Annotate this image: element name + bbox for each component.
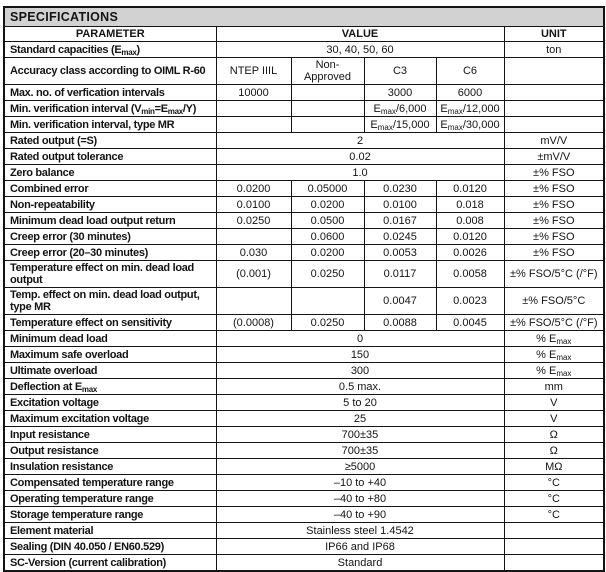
value-cell: $E_{max}/15,000$: [364, 117, 436, 133]
table-row: [4, 315, 604, 331]
value-cell: 0.0250: [291, 315, 364, 331]
unit-cell: mm: [504, 379, 604, 395]
column-header-value: VALUE: [216, 27, 504, 42]
unit-cell: [504, 523, 604, 539]
value-cell: 700±35: [216, 427, 504, 443]
value-cell: (0.001): [216, 261, 291, 288]
table-row: [4, 85, 604, 101]
parameter-cell: Creep error (20–30 minutes): [4, 245, 216, 261]
table-row: [4, 427, 604, 443]
parameter-cell: Temp. effect on min. dead load output, type MR: [4, 288, 216, 315]
unit-cell: ±% FSO: [504, 181, 604, 197]
datasheet-page: [3, 6, 603, 572]
column-header-parameter: PARAMETER: [4, 27, 216, 42]
table-row: [4, 288, 604, 315]
unit-cell: % $E_{max}$: [504, 331, 604, 347]
table-row: [4, 459, 604, 475]
value-cell: [216, 229, 291, 245]
value-cell: 0.030: [216, 245, 291, 261]
value-cell: 0.008: [436, 213, 504, 229]
value-cell: ≥5000: [216, 459, 504, 475]
unit-cell: mV/V: [504, 133, 604, 149]
unit-cell: [504, 101, 604, 117]
value-cell: IP66 and IP68: [216, 539, 504, 555]
value-cell: 0.0100: [364, 197, 436, 213]
value-cell: [216, 101, 291, 117]
table-row: [4, 443, 604, 459]
value-cell: 0.02: [216, 149, 504, 165]
value-cell: –40 to +90: [216, 507, 504, 523]
value-cell: 0.0600: [291, 229, 364, 245]
parameter-cell: Min. verification interval, type MR: [4, 117, 216, 133]
value-cell: 0.5 max.: [216, 379, 504, 395]
specifications-table: [3, 6, 605, 572]
value-cell: Non-Approved: [291, 58, 364, 85]
parameter-cell: SC-Version (current calibration): [4, 555, 216, 572]
unit-cell: V: [504, 411, 604, 427]
parameter-cell: Input resistance: [4, 427, 216, 443]
table-row: [4, 42, 604, 58]
unit-cell: ±% FSO: [504, 213, 604, 229]
value-cell: 700±35: [216, 443, 504, 459]
unit-cell: MΩ: [504, 459, 604, 475]
table-title-row: [4, 7, 604, 27]
column-header-unit: UNIT: [504, 27, 604, 42]
unit-cell: [504, 555, 604, 572]
value-cell: 0.0026: [436, 245, 504, 261]
value-cell: NTEP IIIL: [216, 58, 291, 85]
table-row: [4, 229, 604, 245]
value-cell: $E_{max}/6,000$: [364, 101, 436, 117]
unit-cell: [504, 85, 604, 101]
parameter-cell: Compensated temperature range: [4, 475, 216, 491]
value-cell: 0.0500: [291, 213, 364, 229]
value-cell: $E_{max}/30,000$: [436, 117, 504, 133]
value-cell: 0.05000: [291, 181, 364, 197]
table-row: [4, 411, 604, 427]
value-cell: (0.0008): [216, 315, 291, 331]
value-cell: 0: [216, 331, 504, 347]
parameter-cell: Min. verification interval $(V_{min}=E_{max}/Y)$: [4, 101, 216, 117]
parameter-cell: Non-repeatability: [4, 197, 216, 213]
value-cell: 0.0167: [364, 213, 436, 229]
table-row: [4, 197, 604, 213]
value-cell: 0.0100: [216, 197, 291, 213]
parameter-cell: Sealing (DIN 40.050 / EN60.529): [4, 539, 216, 555]
parameter-cell: Minimum dead load: [4, 331, 216, 347]
unit-cell: [504, 58, 604, 85]
parameter-cell: Minimum dead load output return: [4, 213, 216, 229]
parameter-cell: Max. no. of verfication intervals: [4, 85, 216, 101]
value-cell: 0.0250: [216, 213, 291, 229]
value-cell: 0.0200: [216, 181, 291, 197]
value-cell: –10 to +40: [216, 475, 504, 491]
value-cell: [291, 117, 364, 133]
parameter-cell: Standard capacities $(E_{max})$: [4, 42, 216, 58]
table-row: [4, 213, 604, 229]
parameter-cell: Temperature effect on min. dead load output: [4, 261, 216, 288]
parameter-cell: Excitation voltage: [4, 395, 216, 411]
unit-cell: °C: [504, 491, 604, 507]
table-row: [4, 261, 604, 288]
value-cell: 0.0120: [436, 181, 504, 197]
table-row: [4, 475, 604, 491]
value-cell: 0.018: [436, 197, 504, 213]
unit-cell: ±% FSO/5°C (/°F): [504, 315, 604, 331]
unit-cell: ±% FSO: [504, 197, 604, 213]
parameter-cell: Accuracy class according to OIML R-60: [4, 58, 216, 85]
unit-cell: V: [504, 395, 604, 411]
parameter-cell: Element material: [4, 523, 216, 539]
parameter-cell: Rated output (=S): [4, 133, 216, 149]
unit-cell: ±% FSO/5°C (/°F): [504, 261, 604, 288]
value-cell: 300: [216, 363, 504, 379]
value-cell: [216, 117, 291, 133]
table-row: [4, 58, 604, 85]
parameter-cell: Deflection at $E_{max}$: [4, 379, 216, 395]
unit-cell: ±% FSO: [504, 229, 604, 245]
table-row: [4, 181, 604, 197]
value-cell: [291, 85, 364, 101]
value-cell: 0.0200: [291, 245, 364, 261]
value-cell: 0.0250: [291, 261, 364, 288]
unit-cell: ±% FSO: [504, 165, 604, 181]
table-row: [4, 347, 604, 363]
value-cell: 0.0047: [364, 288, 436, 315]
parameter-cell: Ultimate overload: [4, 363, 216, 379]
column-header-row: [4, 27, 604, 42]
value-cell: 30, 40, 50, 60: [216, 42, 504, 58]
parameter-cell: Creep error (30 minutes): [4, 229, 216, 245]
unit-cell: ±% FSO: [504, 245, 604, 261]
unit-cell: Ω: [504, 443, 604, 459]
value-cell: 0.0023: [436, 288, 504, 315]
value-cell: 25: [216, 411, 504, 427]
value-cell: 1.0: [216, 165, 504, 181]
value-cell: Standard: [216, 555, 504, 572]
value-cell: 2: [216, 133, 504, 149]
value-cell: 0.0120: [436, 229, 504, 245]
table-row: [4, 149, 604, 165]
parameter-cell: Insulation resistance: [4, 459, 216, 475]
parameter-cell: Output resistance: [4, 443, 216, 459]
value-cell: [291, 101, 364, 117]
value-cell: C6: [436, 58, 504, 85]
unit-cell: ±mV/V: [504, 149, 604, 165]
value-cell: 0.0058: [436, 261, 504, 288]
table-row: [4, 117, 604, 133]
value-cell: C3: [364, 58, 436, 85]
unit-cell: [504, 117, 604, 133]
parameter-cell: Temperature effect on sensitivity: [4, 315, 216, 331]
unit-cell: °C: [504, 475, 604, 491]
value-cell: –40 to +80: [216, 491, 504, 507]
value-cell: 0.0045: [436, 315, 504, 331]
value-cell: $E_{max}/12,000$: [436, 101, 504, 117]
value-cell: 150: [216, 347, 504, 363]
value-cell: 0.0230: [364, 181, 436, 197]
unit-cell: % $E_{max}$: [504, 347, 604, 363]
value-cell: 3000: [364, 85, 436, 101]
parameter-cell: Maximum excitation voltage: [4, 411, 216, 427]
value-cell: 5 to 20: [216, 395, 504, 411]
parameter-cell: Zero balance: [4, 165, 216, 181]
value-cell: 0.0053: [364, 245, 436, 261]
table-row: [4, 555, 604, 572]
table-row: [4, 245, 604, 261]
value-cell: 0.0088: [364, 315, 436, 331]
unit-cell: [504, 539, 604, 555]
parameter-cell: Rated output tolerance: [4, 149, 216, 165]
table-row: [4, 507, 604, 523]
value-cell: 6000: [436, 85, 504, 101]
unit-cell: °C: [504, 507, 604, 523]
table-row: [4, 165, 604, 181]
table-row: [4, 523, 604, 539]
parameter-cell: Combined error: [4, 181, 216, 197]
table-row: [4, 331, 604, 347]
parameter-cell: Operating temperature range: [4, 491, 216, 507]
unit-cell: ±% FSO/5°C: [504, 288, 604, 315]
unit-cell: % $E_{max}$: [504, 363, 604, 379]
table-row: [4, 395, 604, 411]
value-cell: [216, 288, 291, 315]
value-cell: Stainless steel 1.4542: [216, 523, 504, 539]
value-cell: 0.0117: [364, 261, 436, 288]
table-row: [4, 363, 604, 379]
value-cell: [291, 288, 364, 315]
value-cell: 10000: [216, 85, 291, 101]
parameter-cell: Storage temperature range: [4, 507, 216, 523]
table-row: [4, 101, 604, 117]
table-row: [4, 379, 604, 395]
table-title: SPECIFICATIONS: [4, 7, 604, 27]
table-row: [4, 491, 604, 507]
table-row: [4, 133, 604, 149]
unit-cell: ton: [504, 42, 604, 58]
table-row: [4, 539, 604, 555]
value-cell: 0.0245: [364, 229, 436, 245]
value-cell: 0.0200: [291, 197, 364, 213]
parameter-cell: Maximum safe overload: [4, 347, 216, 363]
unit-cell: Ω: [504, 427, 604, 443]
